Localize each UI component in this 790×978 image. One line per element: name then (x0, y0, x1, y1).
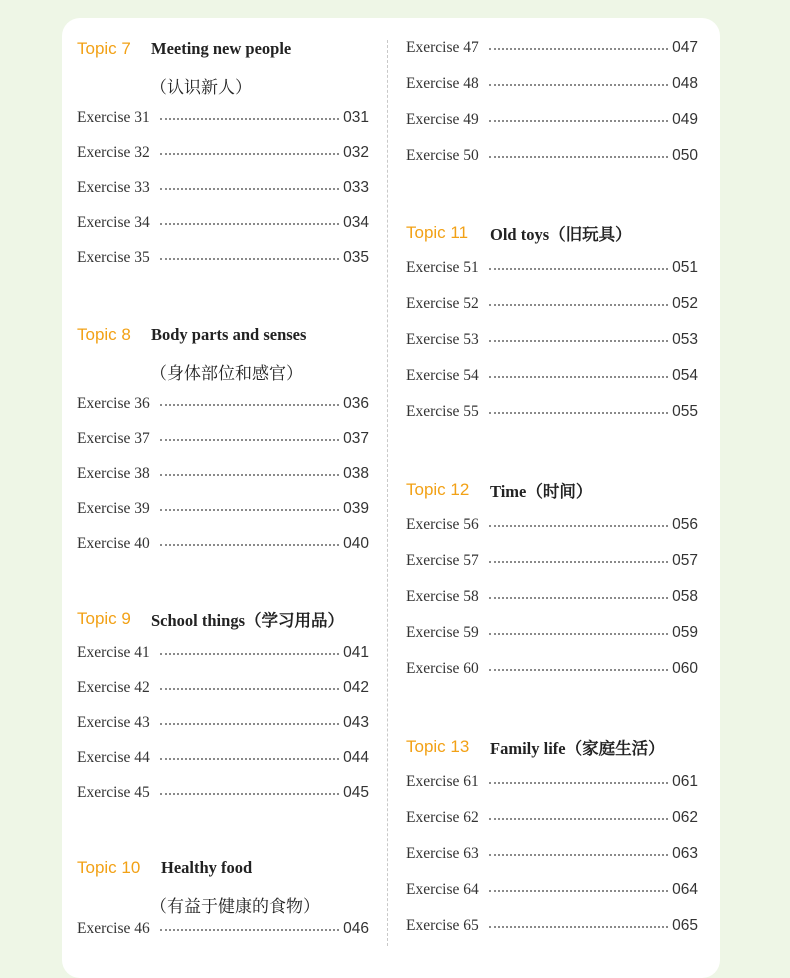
page-number: 047 (672, 39, 698, 56)
dot-leader (489, 561, 668, 563)
exercise-row[interactable] (406, 807, 698, 829)
exercise-label: Exercise 65 (406, 917, 479, 934)
exercise-row[interactable] (406, 293, 698, 315)
page-number: 053 (672, 331, 698, 348)
page-number: 056 (672, 516, 698, 533)
topic-title: Body parts and senses (151, 325, 307, 344)
exercise-label: Exercise 48 (406, 75, 479, 92)
dot-leader (489, 890, 668, 892)
dot-leader (160, 118, 339, 120)
exercise-row[interactable] (77, 498, 369, 520)
page-number: 051 (672, 259, 698, 276)
exercise-label: Exercise 32 (77, 144, 150, 161)
topic-heading (406, 478, 698, 502)
page-number: 059 (672, 624, 698, 641)
page-number: 038 (343, 465, 369, 482)
exercise-label: Exercise 63 (406, 845, 479, 862)
topic-title: Old toys（旧玩具） (490, 225, 632, 244)
topic-subtitle: （认识新人） (150, 77, 252, 98)
exercise-row[interactable] (406, 658, 698, 680)
exercise-row[interactable] (406, 329, 698, 351)
page-number: 065 (672, 917, 698, 934)
exercise-label: Exercise 57 (406, 552, 479, 569)
exercise-label: Exercise 58 (406, 588, 479, 605)
column-divider (387, 40, 388, 946)
exercise-label: Exercise 31 (77, 109, 150, 126)
exercise-row[interactable] (77, 463, 369, 485)
dot-leader (489, 633, 668, 635)
page-number: 057 (672, 552, 698, 569)
exercise-row[interactable] (406, 771, 698, 793)
dot-leader (489, 268, 668, 270)
topic-title: Healthy food (161, 858, 253, 877)
topic-number: Topic 8 (77, 325, 131, 344)
exercise-row[interactable] (406, 401, 698, 423)
dot-leader (489, 669, 668, 671)
dot-leader (160, 188, 339, 190)
page-number: 062 (672, 809, 698, 826)
exercise-row[interactable] (406, 586, 698, 608)
exercise-row[interactable] (406, 365, 698, 387)
exercise-label: Exercise 45 (77, 784, 150, 801)
page-number: 049 (672, 111, 698, 128)
exercise-label: Exercise 61 (406, 773, 479, 790)
page-number: 060 (672, 660, 698, 677)
exercise-row[interactable] (77, 247, 369, 269)
exercise-label: Exercise 53 (406, 331, 479, 348)
exercise-label: Exercise 55 (406, 403, 479, 420)
dot-leader (489, 340, 668, 342)
dot-leader (160, 929, 339, 931)
page-number: 061 (672, 773, 698, 790)
exercise-label: Exercise 44 (77, 749, 150, 766)
exercise-label: Exercise 35 (77, 249, 150, 266)
dot-leader (160, 653, 339, 655)
dot-leader (160, 404, 339, 406)
exercise-label: Exercise 52 (406, 295, 479, 312)
exercise-row[interactable] (77, 212, 369, 234)
dot-leader (160, 793, 339, 795)
page-number: 055 (672, 403, 698, 420)
dot-leader (489, 818, 668, 820)
exercise-row[interactable] (406, 145, 698, 167)
exercise-label: Exercise 42 (77, 679, 150, 696)
topic-heading (77, 607, 369, 631)
exercise-row[interactable] (77, 712, 369, 734)
dot-leader (489, 854, 668, 856)
dot-leader (160, 439, 339, 441)
topic-heading (77, 323, 369, 385)
exercise-row[interactable] (406, 257, 698, 279)
exercise-label: Exercise 38 (77, 465, 150, 482)
page-number: 039 (343, 500, 369, 517)
topic-subtitle: （有益于健康的食物） (150, 896, 320, 917)
dot-leader (489, 304, 668, 306)
page-number: 035 (343, 249, 369, 266)
exercise-row[interactable] (77, 747, 369, 769)
exercise-row[interactable] (406, 843, 698, 865)
topic-title: Meeting new people (151, 39, 292, 58)
page-number: 032 (343, 144, 369, 161)
exercise-row[interactable] (406, 879, 698, 901)
page-number: 040 (343, 535, 369, 552)
dot-leader (489, 120, 668, 122)
page-number: 048 (672, 75, 698, 92)
exercise-label: Exercise 46 (77, 920, 150, 937)
exercise-label: Exercise 62 (406, 809, 479, 826)
exercise-row[interactable] (406, 37, 698, 59)
topic-subtitle: （身体部位和感官） (150, 363, 303, 384)
topic-number: Topic 11 (406, 223, 469, 242)
dot-leader (489, 376, 668, 378)
topic-number: Topic 7 (77, 39, 131, 58)
topic-heading (406, 735, 698, 759)
exercise-label: Exercise 33 (77, 179, 150, 196)
exercise-row[interactable] (406, 622, 698, 644)
exercise-label: Exercise 36 (77, 395, 150, 412)
exercise-row[interactable] (406, 73, 698, 95)
exercise-label: Exercise 60 (406, 660, 479, 677)
exercise-row[interactable] (406, 915, 698, 937)
exercise-row[interactable] (77, 533, 369, 555)
exercise-row[interactable] (406, 109, 698, 131)
page-number: 045 (343, 784, 369, 801)
dot-leader (160, 688, 339, 690)
page-number: 044 (343, 749, 369, 766)
dot-leader (489, 926, 668, 928)
page-number: 041 (343, 644, 369, 661)
topic-heading (77, 37, 369, 99)
page-number: 054 (672, 367, 698, 384)
exercise-label: Exercise 54 (406, 367, 479, 384)
exercise-row[interactable] (406, 514, 698, 536)
exercise-row[interactable] (77, 677, 369, 699)
dot-leader (160, 758, 339, 760)
exercise-label: Exercise 49 (406, 111, 479, 128)
page-number: 064 (672, 881, 698, 898)
exercise-row[interactable] (77, 782, 369, 804)
exercise-label: Exercise 40 (77, 535, 150, 552)
dot-leader (489, 597, 668, 599)
exercise-row[interactable] (77, 177, 369, 199)
exercise-row[interactable] (77, 107, 369, 129)
dot-leader (489, 48, 668, 50)
exercise-label: Exercise 64 (406, 881, 479, 898)
page-number: 031 (343, 109, 369, 126)
page-number: 050 (672, 147, 698, 164)
dot-leader (160, 223, 339, 225)
dot-leader (489, 525, 668, 527)
topic-number: Topic 12 (406, 480, 470, 499)
exercise-label: Exercise 39 (77, 500, 150, 517)
topic-title: Family life（家庭生活） (490, 739, 665, 758)
dot-leader (489, 412, 668, 414)
exercise-row[interactable] (77, 642, 369, 664)
exercise-label: Exercise 47 (406, 39, 479, 56)
dot-leader (160, 474, 339, 476)
dot-leader (489, 782, 668, 784)
topic-number: Topic 9 (77, 609, 131, 628)
page-number: 063 (672, 845, 698, 862)
topic-title: School things（学习用品） (151, 611, 344, 630)
exercise-label: Exercise 43 (77, 714, 150, 731)
exercise-label: Exercise 51 (406, 259, 479, 276)
page-number: 034 (343, 214, 369, 231)
dot-leader (160, 544, 339, 546)
dot-leader (160, 509, 339, 511)
exercise-label: Exercise 37 (77, 430, 150, 447)
dot-leader (489, 156, 668, 158)
exercise-label: Exercise 59 (406, 624, 479, 641)
dot-leader (160, 258, 339, 260)
exercise-row[interactable] (77, 142, 369, 164)
topic-heading (406, 221, 698, 245)
page-number: 052 (672, 295, 698, 312)
dot-leader (160, 723, 339, 725)
dot-leader (489, 84, 668, 86)
page-number: 037 (343, 430, 369, 447)
topic-title: Time（时间） (490, 482, 593, 501)
page-number: 036 (343, 395, 369, 412)
exercise-row[interactable] (77, 393, 369, 415)
exercise-row[interactable] (77, 428, 369, 450)
exercise-label: Exercise 34 (77, 214, 150, 231)
exercise-row[interactable] (77, 918, 369, 940)
topic-heading (77, 856, 369, 918)
dot-leader (160, 153, 339, 155)
page-number: 042 (343, 679, 369, 696)
topic-number: Topic 10 (77, 858, 141, 877)
topic-number: Topic 13 (406, 737, 470, 756)
page-number: 043 (343, 714, 369, 731)
page-number: 033 (343, 179, 369, 196)
exercise-label: Exercise 50 (406, 147, 479, 164)
page-number: 058 (672, 588, 698, 605)
exercise-label: Exercise 56 (406, 516, 479, 533)
exercise-label: Exercise 41 (77, 644, 150, 661)
page-number: 046 (343, 920, 369, 937)
exercise-row[interactable] (406, 550, 698, 572)
